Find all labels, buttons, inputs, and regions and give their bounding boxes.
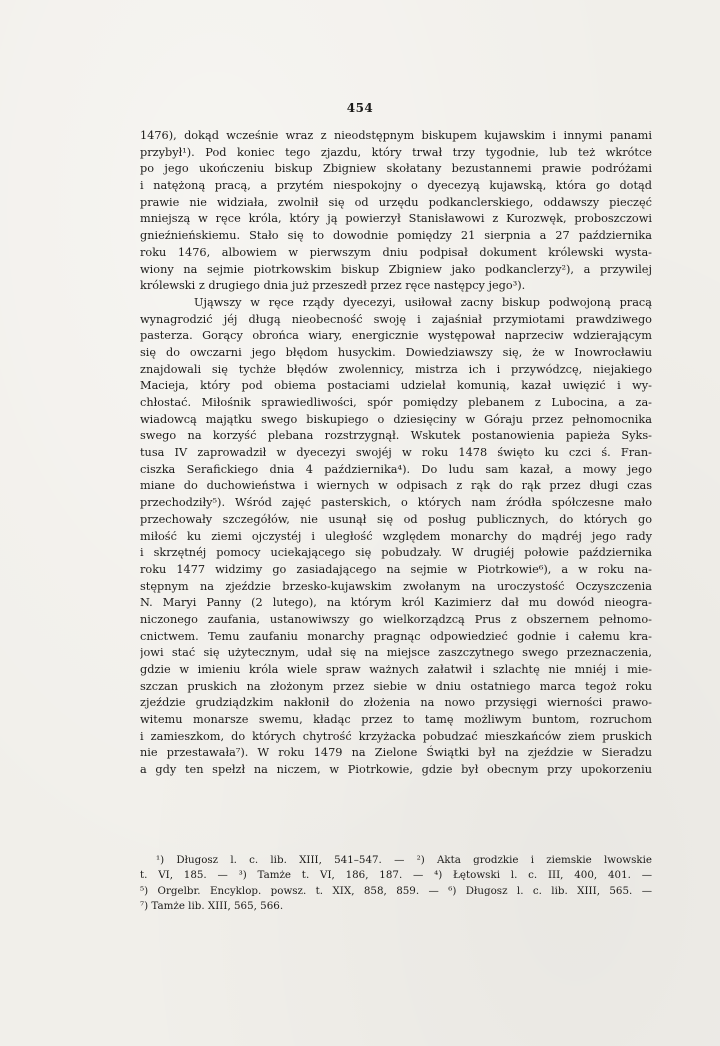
text-line: tusa IV zaprowadził w dyecezyi swojéj w roku 1478 święto ku czci ś. Fran-: [140, 446, 652, 460]
text-line: ciszka Serafickiego dnia 4 października⁴). Do ludu sam kazał, a mowy jego: [140, 462, 652, 476]
text-line: swego na korzyść plebana rozstrzygnął. Wskutek postanowienia papieża Syks-: [140, 429, 652, 443]
text-line: po jego ukończeniu biskup Zbigniew skołatany bezustannemi prawie podróżami: [140, 162, 652, 176]
text-line: a gdy ten spełzł na niczem, w Piotrkowie, gdzie był obecnym przy upokorzeniu: [140, 763, 652, 777]
text-line: przechowały szczegółów, nie usunął się od posług publicznych, do których go: [140, 512, 652, 526]
text-line: i skrzętnéj pomocy uciekającego się pobudzały. W drugiéj połowie października: [140, 546, 652, 560]
text-line: królewski z drugiego dnia już przeszedł przez ręce następcy jego³).: [140, 279, 526, 293]
text-line: stępnym na zjeździe brzesko-kujawskim zwołanym na uroczystość Oczyszczenia: [140, 579, 652, 593]
text-line: miłość ku ziemi ojczystéj i uległość względem monarchy do mądréj jego rady: [140, 529, 652, 543]
footnotes: [140, 853, 652, 914]
text-line: przechodziły⁵). Wśród zajęć pasterskich, o których nam źródła spółczesne mało: [140, 496, 652, 510]
text-line: N. Maryi Panny (2 lutego), na którym król Kazimierz dał mu dowód nieogra-: [140, 596, 652, 610]
text-line: wynagrodzić jéj długą nieobecność swoję i zajaśniał przymiotami prawdziwego: [140, 312, 652, 326]
text-line: jowi stać się użytecznym, udał się na miejsce zaszczytnego swego przeznaczenia,: [140, 646, 652, 660]
text-line: przybył¹). Pod koniec tego zjazdu, który trwał trzy tygodnie, lub też wkrótce: [140, 145, 652, 159]
footnote-line: ⁵) Orgelbr. Encyklop. powsz. t. XIX, 858, 859. — ⁶) Długosz l. c. lib. XIII, 565. —: [140, 884, 652, 897]
text-line: i zamieszkom, do których chytrość krzyżacka pobudzać mieszkańców ziem pruskich: [140, 729, 652, 743]
text-line: nie przestawała⁷). W roku 1479 na Zielone Świątki był na zjeździe w Sieradzu: [140, 746, 652, 760]
text-line: roku 1476, albowiem w pierwszym dniu podpisał dokument królewski wysta-: [140, 245, 652, 259]
text-line: szczan pruskich na złożonym przez siebie w dniu ostatniego marca tegoż roku: [140, 679, 652, 693]
text-line: zjeździe grudziądzkim nakłonił do złożenia na nowo przysięgi wierności prawo-: [140, 696, 652, 710]
text-line: chłostać. Miłośnik sprawiedliwości, spór pomiędzy plebanem z Lubocina, a za-: [140, 396, 652, 409]
text-line: roku 1477 widzimy go zasiadającego na sejmie w Piotrkowie⁶), a w roku na-: [140, 562, 652, 576]
footnote-line: t. VI, 185. — ³) Tamże t. VI, 186, 187. — ⁴) Łętowski l. c. III, 400, 401. —: [140, 869, 652, 882]
text-line: gdzie w imieniu króla wiele spraw ważnych załatwił i szlachtę nie mniéj i mie-: [140, 663, 652, 676]
text-line: niczonego zaufania, ustanowiwszy go wielkorządzcą Prus z obszernem pełnomo-: [140, 612, 652, 626]
text-line: się do owczarni jego błędom husyckim. Dowiedziawszy się, że w Inowrocławiu: [140, 345, 652, 359]
body-text: [140, 128, 652, 779]
text-line: miane do duchowieństwa i wiernych w odpisach z rąk do rąk przez długi czas: [140, 479, 652, 493]
footnote-line: ⁷) Tamże lib. XIII, 565, 566.: [140, 899, 284, 912]
text-line: prawie nie widziała, zwolnił się od urzędu podkanclerskiego, oddawszy pieczęć: [140, 195, 652, 209]
text-line: wiadowcą majątku swego biskupiego o dziesięciny w Góraju przez pełnomocnika: [140, 412, 652, 426]
text-line: Macieja, który pod obiema postaciami udzielał komunią, kazał uwięzić i wy-: [140, 379, 652, 393]
footnote-line: ¹) Długosz l. c. lib. XIII, 541–547. — ²) Akta grodzkie i ziemskie lwowskie: [156, 854, 652, 866]
text-line: witemu monarsze swemu, kładąc przez to tamę możliwym buntom, rozruchom: [140, 713, 652, 727]
page-number: 454: [346, 101, 374, 115]
text-line: znajdowali się tychże błędów zwolennicy, mistrza ich i przywódzcę, niejakiego: [140, 362, 652, 376]
text-line: i natężoną pracą, a przytém niespokojny o dyecezyą kujawską, która go dotąd: [140, 179, 652, 193]
text-line: pasterza. Gorący obrońca wiary, energicznie występował naprzeciw wdzierającym: [140, 329, 652, 343]
text-line: wiony na sejmie piotrkowskim biskup Zbigniew jako podkanclerzy²), a przywilej: [140, 262, 652, 276]
text-line: gnieźnieńskiemu. Stało się to dowodnie pomiędzy 21 sierpnia a 27 października: [140, 229, 652, 243]
text-line: 1476), dokąd wcześnie wraz z nieodstępnym biskupem kujawskim i innymi panami: [140, 129, 652, 142]
text-line: cnictwem. Temu zaufaniu monarchy pragnąc odpowiedzieć godnie i całemu kra-: [140, 629, 652, 643]
text-line: Ująwszy w ręce rządy dyecezyi, usiłował zacny biskup podwojoną pracą: [194, 295, 652, 309]
text-line: mniejszą w ręce króla, który ją powierzył Stanisławowi z Kurozwęk, proboszczowi: [140, 212, 652, 226]
